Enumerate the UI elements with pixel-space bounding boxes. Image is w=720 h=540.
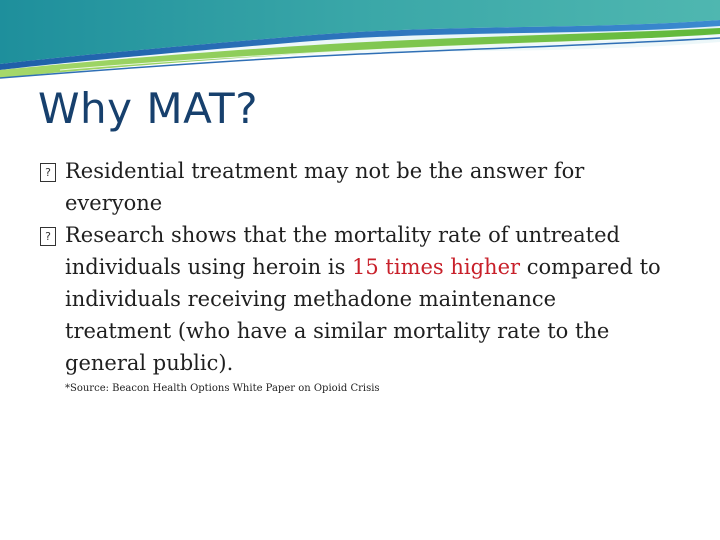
bullet-marker-icon: ? [40,163,56,182]
source-citation: *Source: Beacon Health Options White Paper on Opioid Crisis [65,383,380,394]
slide-body [38,155,668,394]
bullet-text-after: compared to individuals receiving methadone maintenance treatment (who have a similar mortality rate to the general public). [65,255,661,375]
bullet-text: Residential treatment may not be the answer for everyone [65,159,585,215]
slide-title: Why MAT? [38,84,259,133]
bullet-residential-treatment [38,155,668,219]
bullet-research-mortality [38,219,668,379]
bullet-text-before: Research shows that the mortality rate of untreated individuals using heroin is [65,223,620,279]
highlight-text: 15 times higher [352,255,521,279]
bullet-marker-icon: ? [40,227,56,246]
